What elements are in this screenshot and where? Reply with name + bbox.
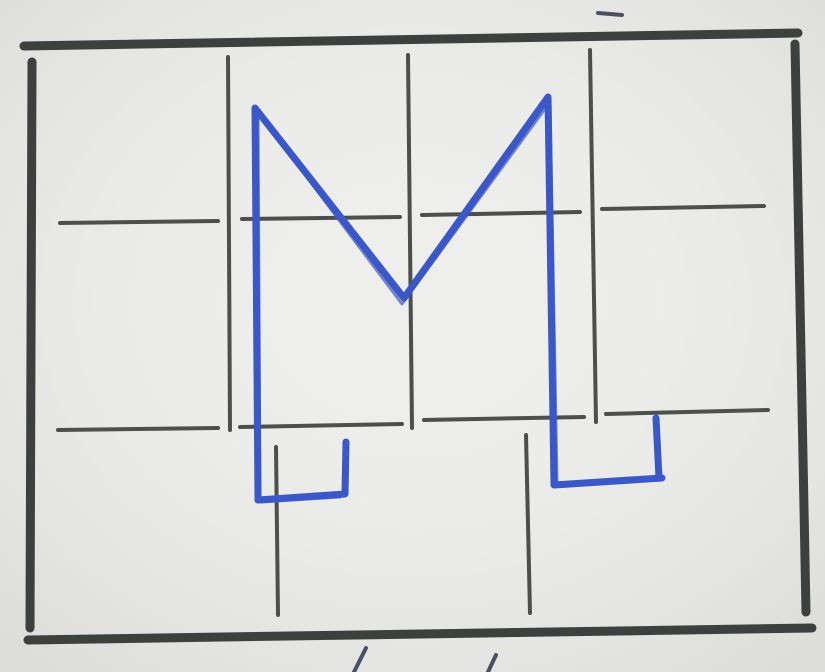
ink-right-foot-serif [656,418,659,478]
top-edge-mark [598,13,622,15]
grid-vertical-lower-1 [276,447,278,615]
frame-left-edge [30,62,32,628]
grid-horizontal-upper-2 [242,217,400,219]
grid-vertical-1 [228,57,230,430]
grid-horizontal-upper-1 [60,221,218,223]
grid-horizontal-lower-1 [58,428,218,430]
